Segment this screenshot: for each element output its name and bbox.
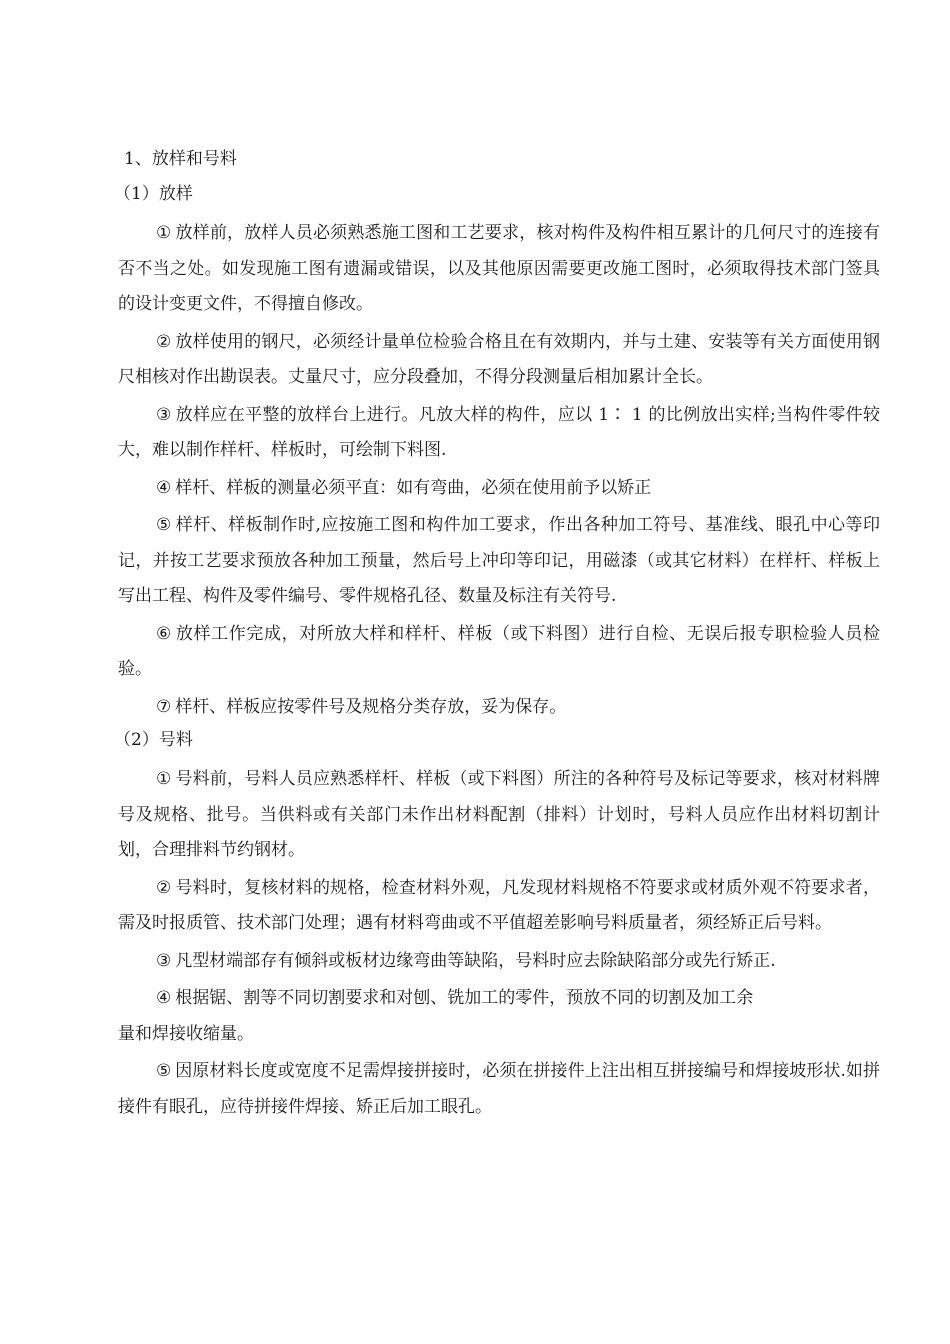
list-item — [118, 944, 880, 980]
item-number: ② — [156, 877, 172, 898]
item-text: 号料前，号料人员应熟悉样杆、样板（或下料图）所注的各种符号及标记等要求，核对材料牌号及规格、批号。当供料或有关部门未作出材料配割（排料）计划时，号料人员应作出材料切割计划，合理排料节约钢材。 — [118, 769, 880, 860]
item-text: 样杆、样板制作时,应按施工图和构件加工要求，作出各种加工符号、基准线、眼孔中心等印记，并按工艺要求预放各种加工预量，然后号上冲印等印记，用磁漆（或其它材料）在样杆、样板上写出工程、构件及零件编号、零件规格孔径、数量及标注有关符号. — [118, 515, 880, 606]
document-body — [114, 146, 880, 1127]
list-item — [118, 871, 880, 942]
item-number: ⑤ — [156, 515, 172, 535]
item-text: 样杆、样板应按零件号及规格分类存放，妥为保存。 — [175, 696, 567, 717]
item-text: 放样工作完成，对所放大样和样杆、样板（或下料图）进行自检、无误后报专职检验人员检验。 — [118, 623, 880, 679]
item-number: ④ — [156, 988, 172, 1008]
item-text: 因原材料长度或宽度不足需焊接拼接时，必须在拼接件上注出相互拼接编号和焊接坡形状.如拼接件有眼孔，应待拼接件焊接、矫正后加工眼孔。 — [118, 1061, 880, 1117]
list-item — [118, 216, 880, 323]
item-text: 号料时，复核材料的规格，检查材料外观，凡发现材料规格不符要求或材质外观不符要求者，需及时报质管、技术部门处理；遇有材料弯曲或不平值超差影响号料质量者，须经矫正后号料。 — [118, 877, 880, 933]
item-number: ① — [156, 223, 172, 243]
item-number: ⑥ — [156, 623, 172, 644]
item-text: 放样使用的钢尺，必须经计量单位检验合格且在有效期内，并与土建、安装等有关方面使用钢尺相核对作出勘误表。丈量尺寸，应分段叠加，不得分段测量后相加累计全长。 — [118, 331, 880, 387]
list-item — [118, 617, 880, 688]
item-text: 根据锯、割等不同切割要求和对刨、铣加工的零件，预放不同的切割及加工余 — [175, 988, 754, 1008]
section-title: 1、放样和号料 — [124, 149, 237, 169]
item-number: ③ — [156, 404, 172, 425]
list-item — [118, 508, 880, 615]
list-item — [118, 690, 880, 726]
list-item — [118, 471, 880, 507]
item-text: 凡型材端部存有倾斜或板材边缘弯曲等缺陷，号料时应去除缺陷部分或先行矫正. — [175, 950, 776, 971]
subsection-heading-fangyang: （1）放样 — [114, 184, 193, 204]
item-text: 放样应在平整的放样台上进行。凡放大样的构件，应以 1∶ 1 的比例放出实样;当构件零件较大，难以制作样杆、样板时，可绘制下料图. — [118, 404, 880, 460]
subsection-heading-haoliao: （2）号料 — [114, 730, 193, 750]
item-number: ② — [156, 331, 172, 352]
item-number: ③ — [156, 950, 172, 971]
item-number: ① — [156, 769, 172, 789]
list-item-continuation: 量和焊接收缩量。 — [118, 1023, 254, 1044]
item-text: 样杆、样板的测量必须平直：如有弯曲，必须在使用前予以矫正 — [175, 477, 652, 498]
list-item — [118, 325, 880, 396]
item-text: 放样前，放样人员必须熟悉施工图和工艺要求，核对构件及构件相互累计的几何尺寸的连接有否不当之处。如发现施工图有遗漏或错误，以及其他原因需要更改施工图时，必须取得技术部门签具的设计变更文件，不得擅自修改。 — [118, 223, 880, 314]
item-number: ④ — [156, 477, 172, 498]
list-item — [118, 762, 880, 869]
item-number: ⑦ — [156, 696, 172, 717]
list-item — [118, 981, 880, 1017]
list-item — [118, 1054, 880, 1125]
item-number: ⑤ — [156, 1061, 172, 1081]
list-item — [118, 398, 880, 469]
